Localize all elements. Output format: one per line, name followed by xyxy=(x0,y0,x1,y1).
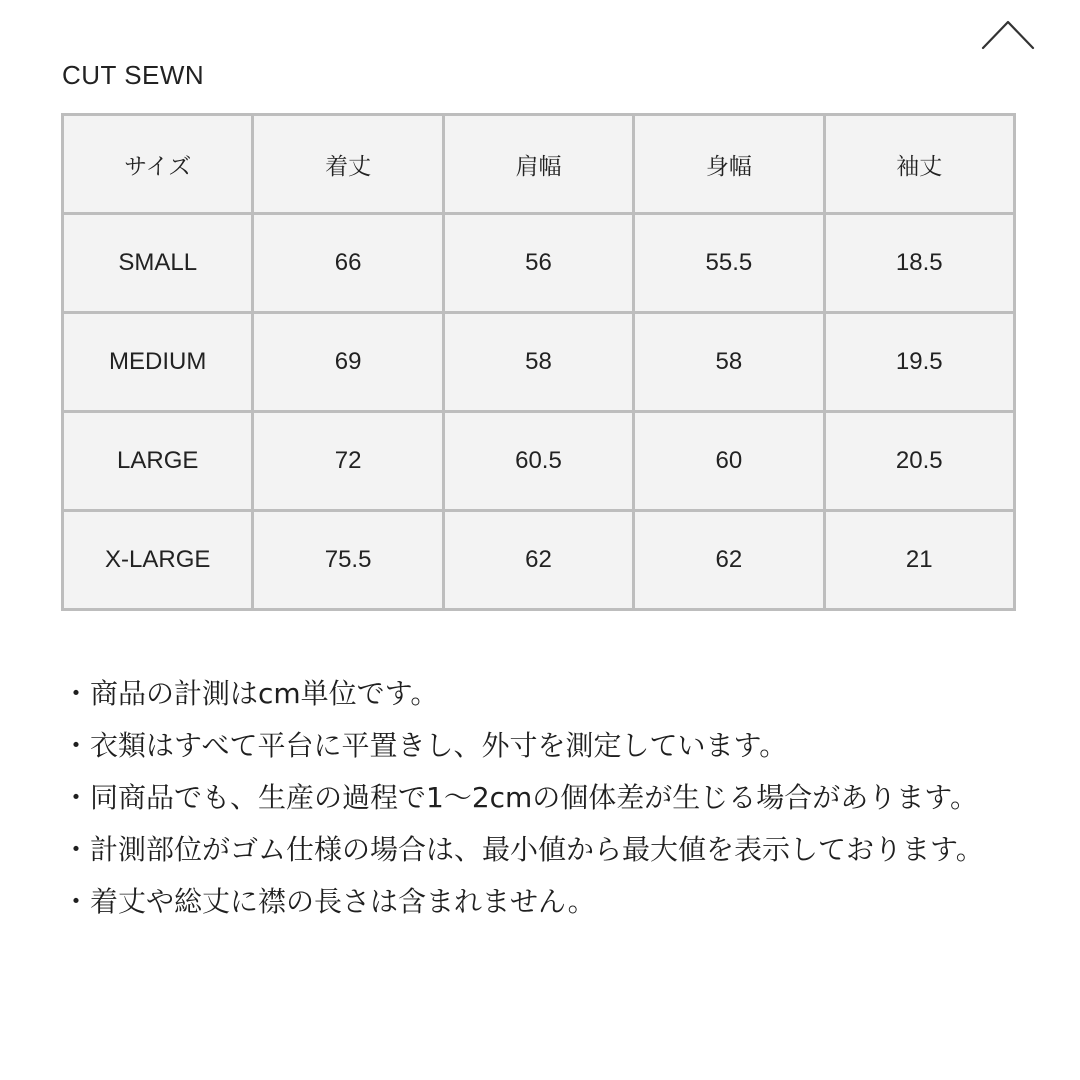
table-row xyxy=(63,313,1015,412)
value-cell: 60.5 xyxy=(443,412,633,511)
column-header-length: 着丈 xyxy=(253,115,443,214)
note-item: ・同商品でも、生産の過程で1〜2cmの個体差が生じる場合があります。 xyxy=(62,781,979,814)
value-cell: 20.5 xyxy=(824,412,1014,511)
value-cell: 75.5 xyxy=(253,511,443,610)
value-cell: 66 xyxy=(253,214,443,313)
value-cell: 69 xyxy=(253,313,443,412)
value-cell: 56 xyxy=(443,214,633,313)
size-cell: LARGE xyxy=(63,412,253,511)
table-header-row xyxy=(63,115,1015,214)
value-cell: 19.5 xyxy=(824,313,1014,412)
size-chart-table xyxy=(61,113,1016,611)
value-cell: 55.5 xyxy=(634,214,824,313)
value-cell: 62 xyxy=(634,511,824,610)
column-header-chest: 身幅 xyxy=(634,115,824,214)
note-item: ・着丈や総丈に襟の長さは含まれません。 xyxy=(62,885,596,918)
collapse-button[interactable] xyxy=(978,14,1040,56)
note-item: ・計測部位がゴム仕様の場合は、最小値から最大値を表示しております。 xyxy=(62,833,984,866)
value-cell: 18.5 xyxy=(824,214,1014,313)
note-item: ・衣類はすべて平台に平置きし、外寸を測定しています。 xyxy=(62,729,788,762)
value-cell: 62 xyxy=(443,511,633,610)
column-header-sleeve: 袖丈 xyxy=(824,115,1014,214)
value-cell: 58 xyxy=(634,313,824,412)
value-cell: 21 xyxy=(824,511,1014,610)
section-title: CUT SEWN xyxy=(62,60,205,90)
table-row xyxy=(63,214,1015,313)
table-row xyxy=(63,511,1015,610)
size-cell: SMALL xyxy=(63,214,253,313)
table-row xyxy=(63,412,1015,511)
value-cell: 60 xyxy=(634,412,824,511)
column-header-shoulder: 肩幅 xyxy=(443,115,633,214)
column-header-size: サイズ xyxy=(63,115,253,214)
chevron-up-icon xyxy=(978,14,1040,56)
value-cell: 58 xyxy=(443,313,633,412)
measurement-notes xyxy=(62,668,1042,928)
size-cell: X-LARGE xyxy=(63,511,253,610)
note-item: ・商品の計測はcm単位です。 xyxy=(62,677,439,710)
size-cell: MEDIUM xyxy=(63,313,253,412)
value-cell: 72 xyxy=(253,412,443,511)
